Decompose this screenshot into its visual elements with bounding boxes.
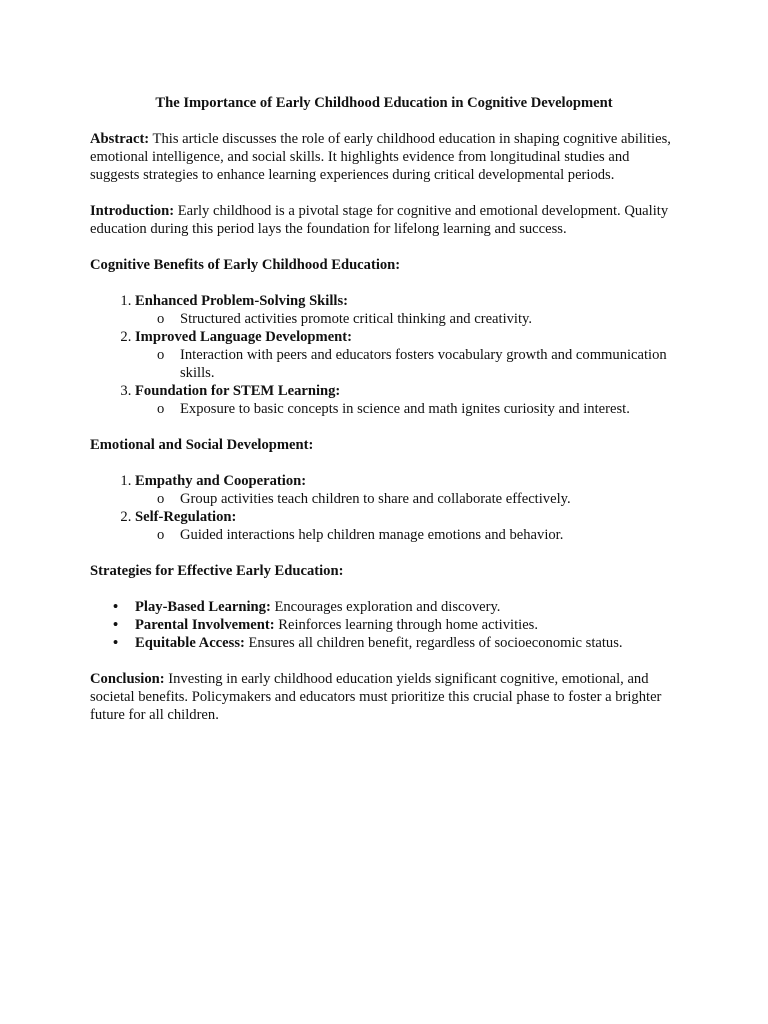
- sub-list: [135, 526, 678, 544]
- introduction-text: Early childhood is a pivotal stage for cognitive and emotional development. Quality education during this period lays the foundation for lifelong learning and success.: [90, 203, 669, 237]
- list-item-title: Empathy and Cooperation:: [135, 473, 307, 489]
- cognitive-benefits-list: [90, 292, 678, 418]
- abstract-text: This article discusses the role of early childhood education in shaping cognitive abilities, emotional intelligence, and social skills. It highlights evidence from longitudinal studies and suggests strategies to enhance learning experiences during critical developmental periods.: [90, 131, 671, 183]
- strategy-label: Parental Involvement:: [135, 617, 275, 633]
- strategies-list: [90, 598, 678, 652]
- strategy-text: Encourages exploration and discovery.: [270, 599, 501, 615]
- conclusion-text: Investing in early childhood education yields significant cognitive, emotional, and societal benefits. Policymakers and educators must prioritize this crucial phase to foster a brighter future for all children.: [90, 671, 662, 723]
- list-item: [135, 292, 678, 328]
- abstract-paragraph: [90, 130, 678, 184]
- cognitive-benefits-heading: Cognitive Benefits of Early Childhood Education:: [90, 257, 401, 273]
- list-item: [135, 616, 678, 634]
- list-item-title: Enhanced Problem-Solving Skills:: [135, 293, 349, 309]
- sub-list-item: o Exposure to basic concepts in science and math ignites curiosity and interest.: [180, 400, 678, 418]
- conclusion-label: Conclusion:: [90, 671, 165, 687]
- sub-list: [135, 310, 678, 328]
- introduction-paragraph: [90, 202, 678, 238]
- document-title: The Importance of Early Childhood Education in Cognitive Development: [155, 95, 613, 111]
- list-item: [135, 508, 678, 544]
- introduction-label: Introduction:: [90, 203, 175, 219]
- strategy-label: Play-Based Learning:: [135, 599, 271, 615]
- sub-list: [135, 400, 678, 418]
- list-item: [135, 598, 678, 616]
- emotional-social-heading: Emotional and Social Development:: [90, 437, 314, 453]
- sub-list-item: o Group activities teach children to share and collaborate effectively.: [180, 490, 678, 508]
- sub-list-item: o Structured activities promote critical thinking and creativity.: [180, 310, 678, 328]
- sub-list-item: o Interaction with peers and educators fosters vocabulary growth and communication skills.: [180, 346, 678, 382]
- sub-list: [135, 346, 678, 382]
- list-item: [135, 634, 678, 652]
- sub-list: [135, 490, 678, 508]
- list-item-title: Improved Language Development:: [135, 329, 353, 345]
- list-item-title: Foundation for STEM Learning:: [135, 383, 341, 399]
- strategy-text: Ensures all children benefit, regardless of socioeconomic status.: [244, 635, 623, 651]
- strategy-text: Reinforces learning through home activities.: [274, 617, 538, 633]
- sub-list-item: o Guided interactions help children manage emotions and behavior.: [180, 526, 678, 544]
- conclusion-paragraph: [90, 670, 678, 724]
- list-item: [135, 328, 678, 382]
- list-item-title: Self-Regulation:: [135, 509, 237, 525]
- list-item: [135, 382, 678, 418]
- emotional-social-list: [90, 472, 678, 544]
- abstract-label: Abstract:: [90, 131, 150, 147]
- strategy-label: Equitable Access:: [135, 635, 245, 651]
- strategies-heading: Strategies for Effective Early Education:: [90, 563, 344, 579]
- list-item: [135, 472, 678, 508]
